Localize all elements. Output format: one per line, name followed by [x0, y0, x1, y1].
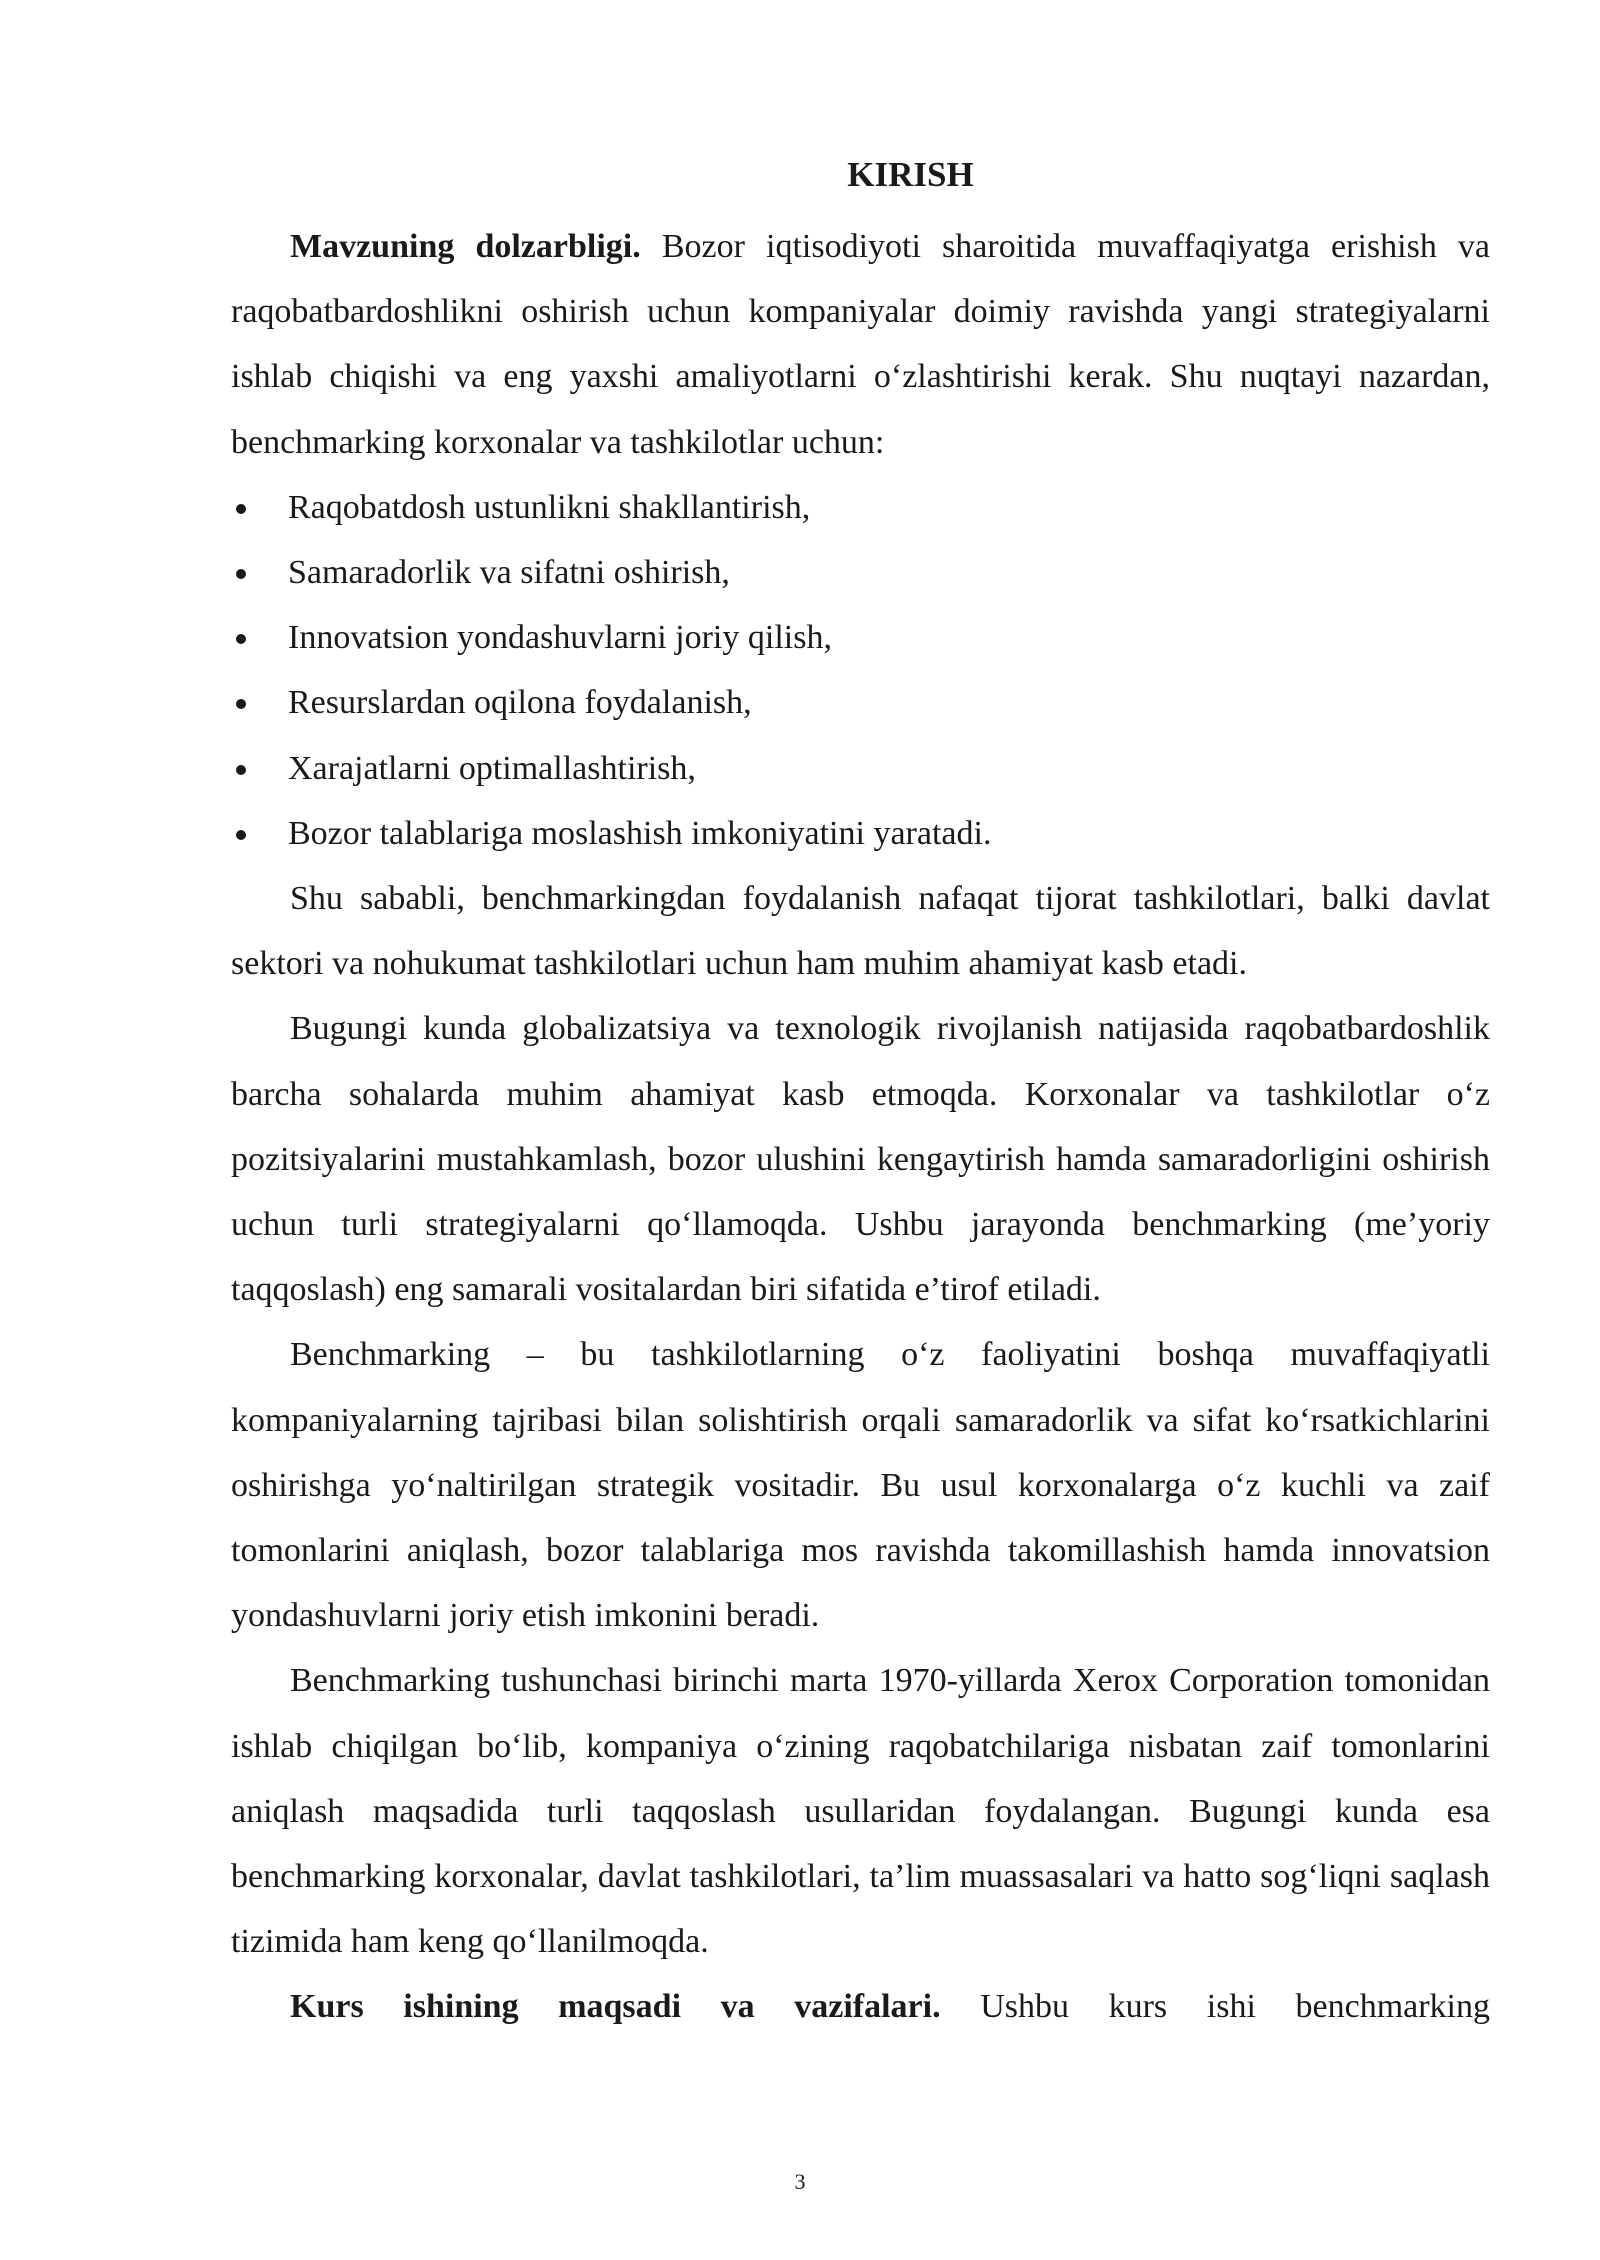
- paragraph-globalization: Bugungi kunda globalizatsiya va texnologik rivojlanish natijasida raqobatbardoshlik barcha sohalarda muhim ahamiyat kasb etmoqda. Korxonalar va tashkilotlar o‘z pozitsiyalarini mustahkamlash, bozor ulushini kengaytirish hamda samaradorligini oshirish uchun turli strategiyalarni qo‘llamoqda. Ushbu jarayonda benchmarking (me’yoriy taqqoslash) eng samarali vositalardan biri sifatida e’tirof etiladi.: [231, 1010, 1490, 1309]
- list-item: [231, 540, 1490, 605]
- list-item-text: Samaradorlik va sifatni oshirish,: [288, 554, 730, 591]
- list-item: [231, 605, 1490, 670]
- paragraph-text: Ushbu kurs ishi benchmarking: [940, 1988, 1490, 2026]
- bullet-icon: [236, 569, 246, 579]
- paragraph-text: Bozor iqtisodiyoti sharoitida muvaffaqiyatga erishish va raqobatbardoshlikni oshirish uchun kompaniyalar doimiy ravishda yangi strategiyalarni ishlab chiqishi va eng yaxshi amaliyotlarni o‘zlashtirishi kerak. Shu nuqtayi nazardan, benchmarking korxonalar va tashkilotlar uchun:: [231, 228, 1491, 461]
- bullet-list: [231, 475, 1490, 866]
- list-item-text: Resurslardan oqilona foydalanish,: [288, 684, 752, 722]
- bullet-icon: [236, 699, 246, 709]
- section-heading: KIRISH: [847, 155, 974, 194]
- paragraph-benchmarking-history: Benchmarking tushunchasi birinchi marta 1970-yillarda Xerox Corporation tomonidan ishlab chiqilgan bo‘lib, kompaniya o‘zining raqobatchilariga nisbatan zaif tomonlarini aniqlash maqsadida turli taqqoslash usullaridan foydalangan. Bugungi kunda esa benchmarking korxonalar, davlat tashkilotlari, ta’lim muassasalari va hatto sog‘liqni saqlash tizimida ham keng qo‘llanilmoqda.: [231, 1662, 1490, 1961]
- bullet-icon: [236, 765, 246, 775]
- list-item-text: Innovatsion yondashuvlarni joriy qilish,: [288, 619, 832, 657]
- paragraph-lead: Mavzuning dolzarbligi.: [290, 228, 641, 265]
- paragraph-relevance: [231, 214, 1490, 475]
- paragraph-goals: [231, 1974, 1490, 2039]
- paragraph-benchmarking-definition: Benchmarking – bu tashkilotlarning o‘z faoliyatini boshqa muvaffaqiyatli kompaniyalarning tajribasi bilan solishtirish orqali samaradorlik va sifat ko‘rsatkichlarini oshirishga yo‘naltirilgan strategik vositadir. Bu usul korxonalarga o‘z kuchli va zaif tomonlarini aniqlash, bozor talablariga mos ravishda takomillashish hamda innovatsion yondashuvlarni joriy etish imkonini beradi.: [231, 1336, 1490, 1635]
- paragraph-sector-importance: Shu sababli, benchmarkingdan foydalanish nafaqat tijorat tashkilotlari, balki davlat sektori va nohukumat tashkilotlari uchun ham muhim ahamiyat kasb etadi.: [231, 879, 1490, 983]
- list-item-text: Bozor talablariga moslashish imkoniyatini yaratadi.: [288, 814, 992, 852]
- bullet-icon: [236, 504, 246, 514]
- list-item: [231, 670, 1490, 735]
- list-item: [231, 801, 1490, 866]
- list-item-text: Raqobatdosh ustunlikni shakllantirish,: [288, 488, 811, 526]
- list-item: [231, 475, 1490, 540]
- bullet-icon: [236, 830, 246, 840]
- list-item: [231, 736, 1490, 801]
- paragraph-lead: Kurs ishining maqsadi va vazifalari.: [290, 1988, 941, 2026]
- document-page: [231, 150, 1490, 2040]
- bullet-icon: [236, 634, 246, 644]
- list-item-text: Xarajatlarni optimallashtirish,: [288, 749, 696, 787]
- page-number: 3: [794, 2169, 806, 2194]
